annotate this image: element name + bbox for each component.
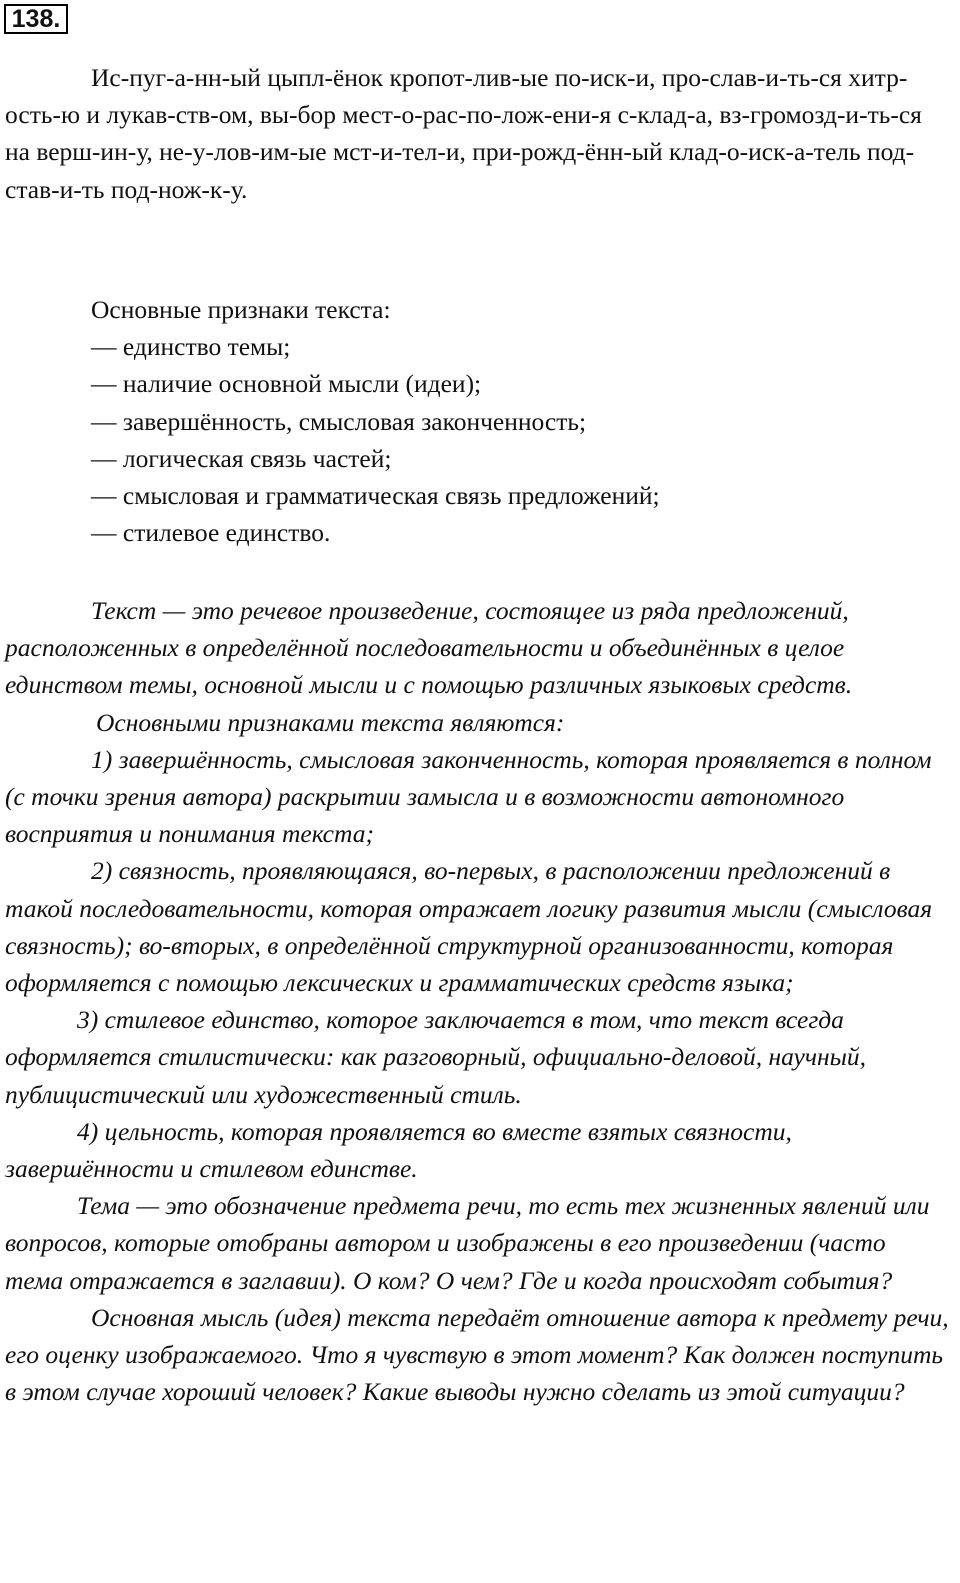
theme-definition: Тема — это обозначение предмета речи, то есть тех жизненных явлений или вопросов, которые отобраны автором и изображены в его произведении (часто тема отражается в заглавии). О ком? О чем? Где и когда происходят события? — [5, 1191, 930, 1295]
text-definition: Текст — это речевое произведение, состоящее из ряда предложений, расположенных в определённой последовательности и объединённых в целое единством темы, основной мысли и с помощью различных языковых средств. — [5, 596, 853, 700]
features-list — [91, 291, 660, 551]
hyphenated-text-block — [5, 59, 950, 208]
feature-item: — наличие основной мысли (идеи); — [91, 369, 482, 399]
exercise-number: 138. — [11, 5, 61, 33]
hyphenated-text: Ис-пуг-а-нн-ый цыпл-ёнок кропот-лив-ые по-иск-и, про-слав-и-ть-ся хитр-ость-ю и лукав-ств-ом, вы-бор мест-о-рас-по-лож-ени-я с-клад-а, вз-громозд-и-ть-ся на верш-ин-у, не-у-лов-им-ые мст-и-тел-и, при-рожд-ённ-ый клад-о-иск-а-тель под-став-и-ть под-нож-к-у. — [5, 63, 922, 204]
feature-item: — завершённость, смысловая законченность; — [91, 406, 587, 436]
exercise-number-box — [4, 4, 68, 34]
feature-item: — логическая связь частей; — [91, 443, 392, 473]
features-intro: Основными признаками текста являются: — [96, 707, 565, 737]
features-heading: Основные признаки текста: — [91, 295, 391, 324]
theory-feature-2: 2) связность, проявляющаяся, во-первых, в расположении предложений в такой последовательности, которая отражает логику развития мысли (смысловая связность); во-вторых, в определённой структурной организованности, которая оформляется с помощью лексических и грамматических средств языка; — [5, 856, 933, 998]
feature-item: — смысловая и грамматическая связь предложений; — [91, 481, 660, 511]
feature-item: — стилевое единство. — [91, 518, 331, 548]
theory-block — [5, 592, 950, 1410]
main-idea-definition: Основная мысль (идея) текста передаёт отношение автора к предмету речи, его оценку изображаемого. Что я чувствую в этот момент? Как должен поступить в этом случае хороший человек? Какие выводы нужно сделать из этой ситуации? — [5, 1302, 949, 1407]
theory-feature-1: 1) завершённость, смысловая законченность, которая проявляется в полном (с точки зрения автора) раскрытии замысла и в возможности автономного восприятия и понимания текста; — [5, 744, 932, 849]
feature-item: — единство темы; — [91, 332, 291, 362]
theory-feature-4: 4) цельность, которая проявляется во вместе взятых связности, завершённости и стилевом единстве. — [5, 1116, 792, 1184]
theory-feature-3: 3) стилевое единство, которое заключается в том, что текст всегда оформляется стилистически: как разговорный, официально-деловой, научный, публицистический или художественный стиль. — [5, 1005, 867, 1109]
